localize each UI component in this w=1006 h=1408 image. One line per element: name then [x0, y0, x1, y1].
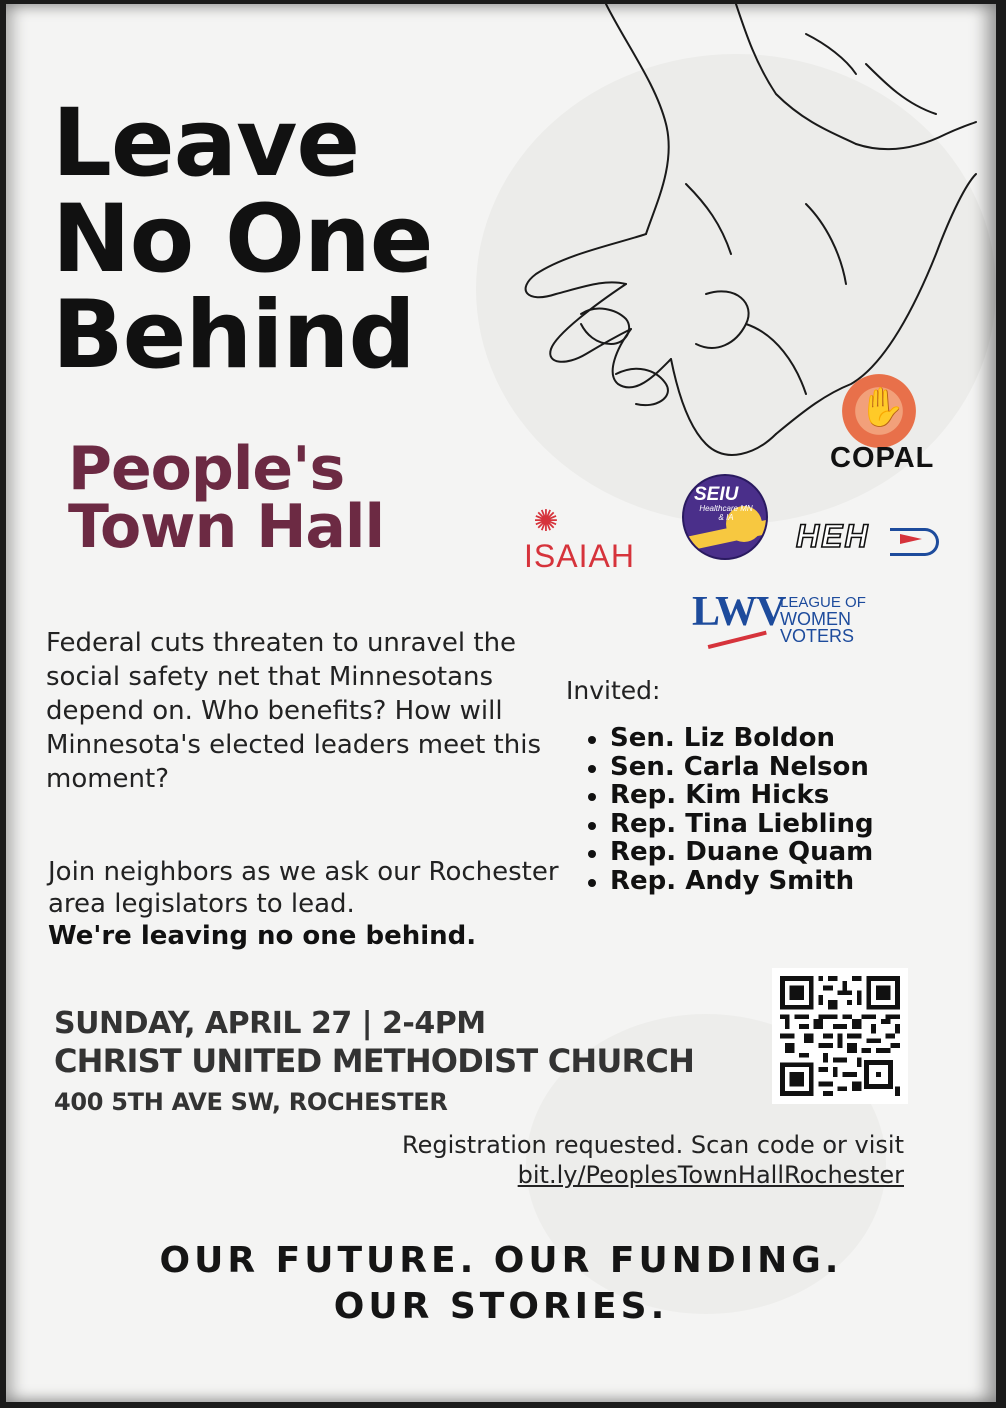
headline-line-3: Behind	[52, 281, 415, 390]
heh-wordmark: HEH	[796, 518, 870, 554]
event-title-line-2: Town Hall	[68, 492, 385, 562]
qr-code-icon	[780, 976, 900, 1096]
flag-icon	[900, 534, 922, 544]
lwv-name-line-1: LEAGUE OF	[780, 594, 866, 611]
event-address: 400 5TH AVE SW, ROCHESTER	[54, 1088, 448, 1116]
invitee: Rep. Andy Smith	[586, 867, 874, 896]
heh-logo	[796, 518, 946, 558]
sunburst-icon: ✺	[533, 504, 559, 539]
tagline-line-2: OUR STORIES.	[333, 1286, 669, 1327]
lwv-name-line-2: WOMEN VOTERS	[780, 609, 855, 646]
lwv-wordmark: LWV	[692, 589, 786, 635]
tagline	[6, 1238, 996, 1330]
registration-text: Registration requested. Scan code or visit	[402, 1131, 904, 1159]
event-title	[68, 434, 385, 562]
registration-link[interactable]: bit.ly/PeoplesTownHallRochester	[517, 1161, 904, 1189]
qr-code[interactable]	[772, 968, 908, 1104]
raised-hand-icon: ✋	[858, 385, 906, 429]
seiu-emblem	[682, 474, 768, 560]
intro-paragraph: Federal cuts threaten to unravel the social safety net that Minnesotans depend on. Who benefits? How will Minnesota's elected leaders meet this moment?	[46, 628, 541, 794]
event-date: SUNDAY, APRIL 27 | 2-4PM	[54, 1006, 486, 1041]
registration-note	[402, 1130, 904, 1190]
invitee: Sen. Liz Boldon	[586, 724, 874, 753]
invitee: Rep. Duane Quam	[586, 838, 874, 867]
seiu-subtitle: Healthcare MN & IA	[699, 504, 753, 522]
invitee: Sen. Carla Nelson	[586, 753, 874, 782]
headline-line-2: No One	[52, 185, 433, 294]
event-title-line-1: People's	[68, 434, 345, 504]
invitee: Rep. Tina Liebling	[586, 810, 874, 839]
isaiah-wordmark: ISAIAH	[524, 538, 635, 574]
call-to-action-paragraph	[48, 856, 578, 952]
flyer	[6, 4, 996, 1402]
isaiah-logo	[524, 504, 664, 584]
call-to-action-bold: We're leaving no one behind.	[48, 921, 477, 951]
invited-label: Invited:	[566, 676, 661, 705]
copal-wordmark: COPAL	[830, 442, 935, 474]
call-to-action-text: Join neighbors as we ask our Rochester area legislators to lead.	[48, 857, 559, 919]
event-venue: CHRIST UNITED METHODIST CHURCH	[54, 1042, 695, 1080]
league-of-women-voters-logo	[692, 588, 922, 658]
headline-line-1: Leave	[52, 89, 360, 198]
seiu-logo	[682, 474, 768, 560]
headline	[52, 89, 433, 390]
seiu-wordmark: SEIU	[694, 484, 739, 505]
lwv-name	[780, 594, 920, 645]
copal-logo	[824, 374, 944, 474]
invitee: Rep. Kim Hicks	[586, 781, 874, 810]
tagline-line-1: OUR FUTURE. OUR FUNDING.	[159, 1240, 843, 1281]
road-stripe	[682, 517, 768, 554]
invited-list	[586, 724, 874, 895]
